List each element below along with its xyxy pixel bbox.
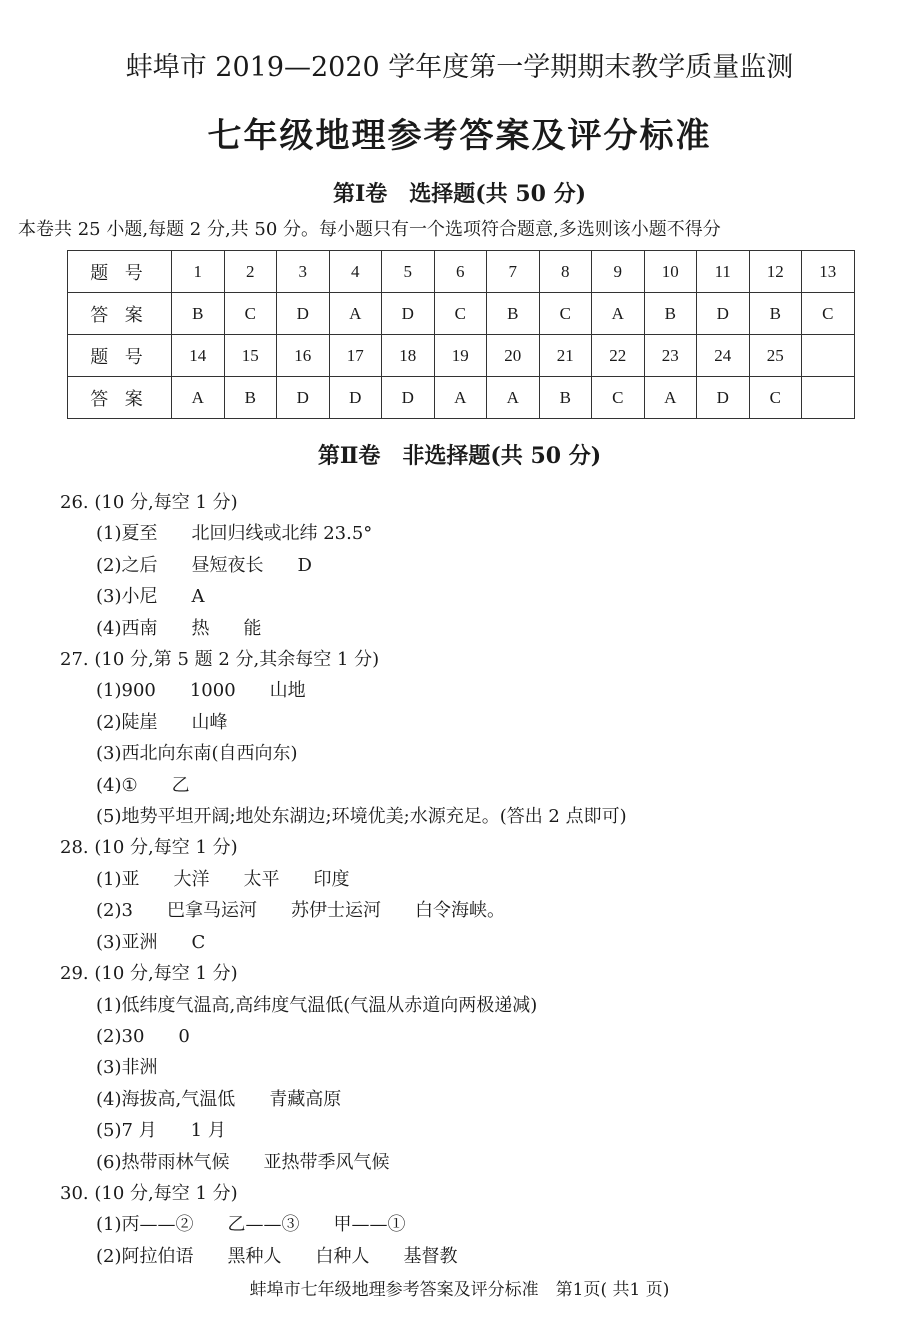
answer-text: 黑种人 bbox=[227, 1245, 282, 1267]
answer-line bbox=[0, 675, 919, 706]
answer-text: 1000 bbox=[189, 680, 236, 702]
answer-text: 山峰 bbox=[191, 711, 228, 733]
answer-cell bbox=[802, 377, 855, 419]
answer-text: 1 月 bbox=[190, 1120, 226, 1142]
answer-section bbox=[0, 487, 919, 1272]
answer-cell: D bbox=[382, 377, 435, 419]
answer-line bbox=[0, 927, 919, 958]
answer-text: (3)西北向东南(自西向东) bbox=[96, 743, 298, 765]
answer-text: 苏伊士运河 bbox=[290, 900, 381, 922]
answer-line bbox=[0, 770, 919, 801]
answer-text: 乙——③ bbox=[227, 1214, 300, 1236]
answer-text: (2)阿拉伯语 bbox=[96, 1245, 194, 1267]
answer-line bbox=[0, 613, 919, 644]
answer-text: (5)地势平坦开阔;地处东湖边;环境优美;水源充足。(答出 2 点即可) bbox=[96, 806, 627, 828]
answer-text: 山地 bbox=[269, 680, 306, 702]
question-number-cell: 10 bbox=[644, 251, 697, 293]
question-heading: 28. (10 分,每空 1 分) bbox=[60, 837, 238, 859]
answer-text: (1)丙——② bbox=[96, 1214, 194, 1236]
question-heading: 27. (10 分,第 5 题 2 分,其余每空 1 分) bbox=[60, 649, 380, 671]
part2-title: 第Ⅱ卷 非选择题(共 50 分) bbox=[317, 443, 602, 469]
question-number-cell: 12 bbox=[749, 251, 802, 293]
question-number-cell: 14 bbox=[172, 335, 225, 377]
answer-line bbox=[0, 1209, 919, 1240]
answer-text: 太平 bbox=[243, 868, 280, 890]
question-heading: 30. (10 分,每空 1 分) bbox=[60, 1182, 238, 1204]
answer-text: 青藏高原 bbox=[269, 1088, 342, 1110]
answer-text: 白种人 bbox=[315, 1245, 370, 1267]
answer-text: (1)亚 bbox=[96, 868, 140, 890]
part1-instructions: 本卷共 25 小题,每题 2 分,共 50 分。每小题只有一个选项符合题意,多选则该小题不得分 bbox=[18, 219, 721, 240]
answer-text: (6)热带雨林气候 bbox=[96, 1151, 230, 1173]
answer-line bbox=[0, 1084, 919, 1115]
answer-cell: C bbox=[224, 293, 277, 335]
answer-text: 乙 bbox=[171, 774, 190, 796]
question-number-cell: 1 bbox=[172, 251, 225, 293]
answer-label: 答 案 bbox=[68, 377, 172, 419]
answer-cell: C bbox=[434, 293, 487, 335]
answer-text: (4)西南 bbox=[96, 617, 158, 639]
answer-text: (3)小尼 bbox=[96, 586, 158, 608]
question-number-cell: 6 bbox=[434, 251, 487, 293]
answer-text: 热 bbox=[191, 617, 210, 639]
answer-cell: B bbox=[539, 377, 592, 419]
question-number-cell bbox=[802, 335, 855, 377]
question-number-cell: 19 bbox=[434, 335, 487, 377]
answer-text: 巴拿马运河 bbox=[166, 900, 257, 922]
question-number-cell: 24 bbox=[697, 335, 750, 377]
answer-text: A bbox=[191, 586, 205, 608]
answer-cell: B bbox=[224, 377, 277, 419]
answer-cell: D bbox=[697, 293, 750, 335]
question-number-cell: 18 bbox=[382, 335, 435, 377]
answer-line bbox=[0, 518, 919, 549]
answer-text: 白令海峡。 bbox=[414, 900, 505, 922]
answer-text: 甲——① bbox=[333, 1214, 406, 1236]
answer-cell: A bbox=[434, 377, 487, 419]
answer-text: 亚热带季风气候 bbox=[263, 1151, 390, 1173]
answer-line bbox=[0, 1115, 919, 1146]
answer-text: (2)之后 bbox=[96, 554, 158, 576]
answer-text: (2)3 bbox=[96, 900, 133, 922]
answer-cell: C bbox=[802, 293, 855, 335]
answer-text: (4)海拔高,气温低 bbox=[96, 1088, 236, 1110]
question-number-cell: 22 bbox=[592, 335, 645, 377]
answer-table bbox=[67, 250, 855, 419]
answer-text: (1)低纬度气温高,高纬度气温低(气温从赤道向两极递减) bbox=[96, 994, 538, 1016]
question-number-cell: 13 bbox=[802, 251, 855, 293]
question-number-cell: 5 bbox=[382, 251, 435, 293]
question-number-cell: 4 bbox=[329, 251, 382, 293]
question-number-row bbox=[68, 251, 855, 293]
answer-cell: B bbox=[644, 293, 697, 335]
answer-cell: D bbox=[382, 293, 435, 335]
answer-text: 能 bbox=[243, 617, 262, 639]
answer-text: 北回归线或北纬 23.5° bbox=[191, 523, 373, 545]
answer-line bbox=[0, 1147, 919, 1178]
part1-title: 第Ⅰ卷 选择题(共 50 分) bbox=[332, 181, 587, 207]
answer-line bbox=[0, 738, 919, 769]
answer-cell: C bbox=[749, 377, 802, 419]
answer-cell: B bbox=[172, 293, 225, 335]
question-number-cell: 3 bbox=[277, 251, 330, 293]
answer-line bbox=[0, 864, 919, 895]
question-number-cell: 20 bbox=[487, 335, 540, 377]
answer-cell: A bbox=[487, 377, 540, 419]
answer-line bbox=[0, 801, 919, 832]
answer-text: 0 bbox=[178, 1025, 190, 1047]
answer-cell: A bbox=[172, 377, 225, 419]
answer-cell: B bbox=[487, 293, 540, 335]
answer-cell: A bbox=[644, 377, 697, 419]
answer-line bbox=[0, 895, 919, 926]
document-title: 七年级地理参考答案及评分标准 bbox=[207, 116, 712, 156]
question-number-cell: 7 bbox=[487, 251, 540, 293]
page-footer: 蚌埠市七年级地理参考答案及评分标准 第1页( 共1 页) bbox=[249, 1280, 670, 1300]
answer-text: 昼短夜长 bbox=[191, 554, 264, 576]
answer-cell: C bbox=[539, 293, 592, 335]
answer-line bbox=[0, 1241, 919, 1272]
answer-cell: D bbox=[277, 293, 330, 335]
answer-line bbox=[0, 990, 919, 1021]
question-number-cell: 21 bbox=[539, 335, 592, 377]
answer-text: (1)夏至 bbox=[96, 523, 158, 545]
answer-line bbox=[0, 1021, 919, 1052]
question-number-cell: 2 bbox=[224, 251, 277, 293]
question-number-cell: 23 bbox=[644, 335, 697, 377]
question-number-label: 题 号 bbox=[68, 335, 172, 377]
answer-text: (3)非洲 bbox=[96, 1057, 158, 1079]
answer-cell: A bbox=[329, 293, 382, 335]
answer-line bbox=[0, 581, 919, 612]
question-number-cell: 9 bbox=[592, 251, 645, 293]
answer-text: (2)陡崖 bbox=[96, 711, 158, 733]
answer-line bbox=[0, 707, 919, 738]
question-number-cell: 8 bbox=[539, 251, 592, 293]
answer-text: D bbox=[297, 554, 312, 576]
answer-text: 大洋 bbox=[173, 868, 210, 890]
answer-text: (2)30 bbox=[96, 1025, 145, 1047]
answer-line bbox=[0, 1052, 919, 1083]
question-number-cell: 11 bbox=[697, 251, 750, 293]
question-number-cell: 15 bbox=[224, 335, 277, 377]
answer-text: C bbox=[191, 931, 206, 953]
answer-cell: D bbox=[697, 377, 750, 419]
answer-text: 印度 bbox=[313, 868, 350, 890]
document-header: 蚌埠市 2019—2020 学年度第一学期期末教学质量监测 bbox=[125, 52, 794, 83]
answer-row bbox=[68, 293, 855, 335]
question-heading: 26. (10 分,每空 1 分) bbox=[60, 492, 238, 513]
question-number-cell: 17 bbox=[329, 335, 382, 377]
question-number-cell: 16 bbox=[277, 335, 330, 377]
answer-text: 基督教 bbox=[403, 1245, 458, 1267]
answer-cell: D bbox=[329, 377, 382, 419]
answer-cell: A bbox=[592, 293, 645, 335]
answer-text: (4)① bbox=[96, 774, 138, 796]
answer-label: 答 案 bbox=[68, 293, 172, 335]
question-number-label: 题 号 bbox=[68, 251, 172, 293]
answer-text: (5)7 月 bbox=[96, 1120, 157, 1142]
answer-cell: C bbox=[592, 377, 645, 419]
question-heading: 29. (10 分,每空 1 分) bbox=[60, 963, 238, 985]
question-number-cell: 25 bbox=[749, 335, 802, 377]
answer-row bbox=[68, 377, 855, 419]
answer-cell: B bbox=[749, 293, 802, 335]
answer-cell: D bbox=[277, 377, 330, 419]
question-number-row bbox=[68, 335, 855, 377]
answer-text: (1)900 bbox=[96, 680, 156, 702]
answer-text: (3)亚洲 bbox=[96, 931, 158, 953]
answer-line bbox=[0, 550, 919, 581]
